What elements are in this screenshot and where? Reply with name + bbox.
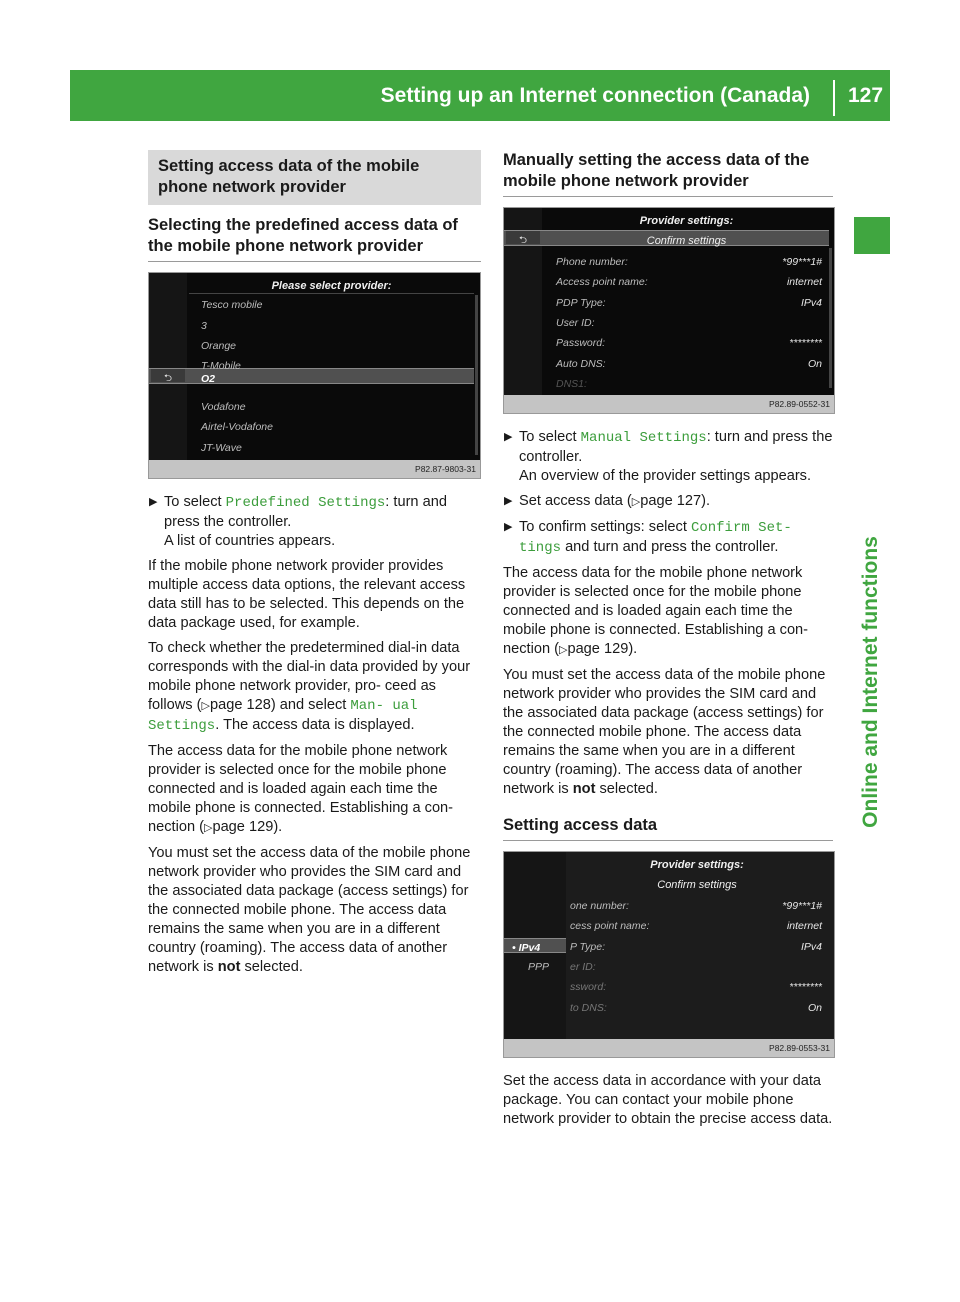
setting-label[interactable]: one number: <box>570 900 629 912</box>
confirm-settings-button[interactable]: Confirm settings <box>657 879 737 891</box>
back-icon[interactable]: ⮌ <box>151 369 185 382</box>
setting-label[interactable]: P Type: <box>570 941 606 953</box>
setting-value: ******** <box>789 337 822 349</box>
right-subtitle-2: Setting access data <box>503 815 833 841</box>
header-title: Setting up an Internet connection (Canada) <box>380 84 810 107</box>
setting-label[interactable]: PDP Type: <box>556 297 606 309</box>
image-caption: P82.89-0552-31 <box>504 395 834 413</box>
confirm-settings-button[interactable]: Confirm settings <box>646 235 727 247</box>
header-divider <box>833 80 835 116</box>
setting-value: internet <box>786 920 822 932</box>
provider-item[interactable]: 3 <box>201 320 207 332</box>
paragraph: You must set the access data of the mobile phone network provider who provides the SIM card and the associated data package (access settings) for the connected mobile phone. The access data remains the same when you are in a different country (roaming). The access data of another network is not selected. <box>148 845 471 975</box>
setting-value: ******** <box>789 981 822 993</box>
side-tab <box>854 217 890 254</box>
arrow-icon: ▶ <box>504 521 513 533</box>
selected-row-bar <box>149 368 474 384</box>
arrow-icon: ▶ <box>149 496 158 508</box>
paragraph: To check whether the predetermined dial-in data corresponds with the dial-in data provided by your mobile phone network provider, pro- ceed as follows (▷page 128) and select Man‑ ual Settings. The access data is displayed. <box>148 640 471 734</box>
page-ref-icon: ▷ <box>631 496 641 508</box>
page-ref-icon: ▷ <box>201 700 210 712</box>
pdp-option-selected[interactable]: • IPv4 <box>512 942 541 954</box>
menu-code: Manual Settings <box>580 430 707 446</box>
instruction-step: ▶ To confirm settings: select Confirm Set‑ tings and turn and press the controller. <box>504 519 792 556</box>
setting-label[interactable]: DNS1: <box>556 378 587 390</box>
setting-value: On <box>807 358 822 370</box>
image-caption: P82.87-9803-31 <box>149 460 480 478</box>
setting-value: IPv4 <box>800 297 822 309</box>
menu-code: Predefined Settings <box>225 495 386 511</box>
screen-set-access-data <box>503 851 835 1058</box>
setting-label[interactable]: ssword: <box>570 981 607 993</box>
setting-label[interactable]: User ID: <box>556 317 595 329</box>
setting-label[interactable]: er ID: <box>570 961 596 973</box>
provider-list-title: Please select provider: <box>271 280 392 292</box>
paragraph: You must set the access data of the mobile phone network provider who provides the SIM card and the associated data package (access settings) for the connected mobile phone. The access data remains the same when you are in a different country (roaming). The access data of another network is not selected. <box>503 667 826 797</box>
paragraph: The access data for the mobile phone network provider is selected once for the mobile phone connected and is loaded again each time the mobile phone is connected. Establishing a con- nection (▷page 129). <box>148 743 454 835</box>
arrow-icon: ▶ <box>504 431 513 443</box>
pdp-option[interactable]: PPP <box>528 961 550 973</box>
settings-title: Provider settings: <box>639 215 734 227</box>
right-subtitle-1: Manually setting the access data of the mobile phone network provider <box>503 150 833 197</box>
page-number: 127 <box>848 84 884 107</box>
menu-code: Man‑ ual Settings <box>148 698 418 734</box>
screen-provider-list <box>148 272 481 479</box>
setting-label[interactable]: Auto DNS: <box>556 358 606 370</box>
page-ref-icon: ▷ <box>558 644 568 656</box>
setting-value: *99***1# <box>782 900 822 912</box>
instruction-step: ▶ Set access data (▷page 127). <box>504 493 711 509</box>
paragraph: If the mobile phone network provider provides multiple access data options, the relevant access data still has to be selected. This depends on the data package used, for example. <box>148 558 466 631</box>
right-column <box>503 150 833 1135</box>
provider-item-selected[interactable]: O2 <box>201 373 216 385</box>
step-result: An overview of the provider settings appears. <box>519 468 812 484</box>
setting-value: internet <box>786 276 822 288</box>
step-result: A list of countries appears. <box>164 533 336 549</box>
setting-label[interactable]: Password: <box>556 337 606 349</box>
page-ref-icon: ▷ <box>203 822 213 834</box>
arrow-icon: ▶ <box>504 495 513 507</box>
settings-title: Provider settings: <box>650 859 744 871</box>
side-label: Online and Internet functions <box>859 536 882 828</box>
setting-label[interactable]: Phone number: <box>556 256 628 268</box>
instruction-step: ▶ To select Predefined Settings: turn and press the controller. A list of countries appears. <box>149 494 447 549</box>
page-header <box>70 70 890 121</box>
image-caption: P82.89-0553-31 <box>504 1039 834 1057</box>
setting-value: IPv4 <box>800 941 822 953</box>
setting-label[interactable]: Access point name: <box>556 276 648 288</box>
section-title: Setting access data of the mobile phone network provider <box>148 150 481 205</box>
screen-provider-settings <box>503 207 835 414</box>
provider-item[interactable]: Orange <box>201 340 237 352</box>
scrollbar[interactable] <box>829 248 832 388</box>
left-subtitle: Selecting the predefined access data of the mobile phone network provider <box>148 215 481 262</box>
provider-item[interactable]: Vodafone <box>201 401 246 413</box>
provider-item[interactable]: Tesco mobile <box>201 299 263 311</box>
setting-value: *99***1# <box>782 256 822 268</box>
instruction-step: ▶ To select Manual Settings: turn and press the controller. An overview of the provider settings appears. <box>504 429 833 484</box>
left-column <box>148 150 481 983</box>
menu-code: Confirm Set‑ tings <box>519 520 792 556</box>
back-icon[interactable]: ⮌ <box>506 231 540 244</box>
paragraph: Set the access data in accordance with your data package. You can contact your mobile phone network provider to obtain the precise access data. <box>503 1073 833 1127</box>
setting-value: On <box>807 1002 822 1014</box>
paragraph: The access data for the mobile phone network provider is selected once for the mobile phone connected and is loaded again each time the mobile phone is connected. Establishing a con- nection (▷page 129). <box>503 565 809 657</box>
setting-label[interactable]: to DNS: <box>570 1002 607 1014</box>
setting-label[interactable]: cess point name: <box>570 920 650 932</box>
provider-item[interactable]: Airtel-Vodafone <box>201 421 273 433</box>
scrollbar[interactable] <box>475 295 478 455</box>
provider-item[interactable]: T-Mobile <box>201 360 241 372</box>
provider-item[interactable]: JT-Wave <box>201 442 242 454</box>
